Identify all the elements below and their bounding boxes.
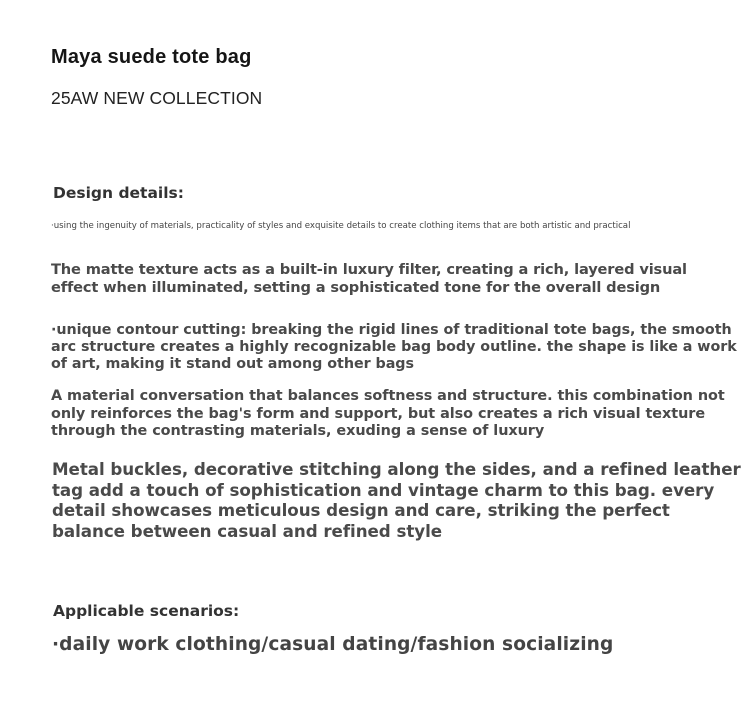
design-intro-note: ·using the ingenuity of materials, practicality of styles and exquisite details to create clothing items that are both artistic and practical [51,221,631,231]
applicable-scenarios-heading: Applicable scenarios: [53,602,240,620]
collection-label: 25AW NEW COLLECTION [51,88,263,108]
hardware-details-paragraph: Metal buckles, decorative stitching along the sides, and a refined leather tag add a touch of sophistication and vintage charm to this bag. every detail showcases meticulous design and care, striking the perfect balance between casual and refined style [52,459,741,541]
material-conversation-paragraph: A material conversation that balances softness and structure. this combination not only reinforces the bag's form and support, but also creates a rich visual texture through the contrasting materials, exuding a sense of luxury [51,388,725,439]
product-title: Maya suede tote bag [51,46,252,68]
scenarios-list: ·daily work clothing/casual dating/fashion socializing [52,634,614,655]
contour-cutting-paragraph: ·unique contour cutting: breaking the rigid lines of traditional tote bags, the smooth arc structure creates a highly recognizable bag body outline. the shape is like a work of art, making it stand out among other bags [51,322,737,372]
design-details-heading: Design details: [53,184,184,202]
matte-texture-paragraph: The matte texture acts as a built-in luxury filter, creating a rich, layered visual effect when illuminated, setting a sophisticated tone for the overall design [51,261,687,296]
